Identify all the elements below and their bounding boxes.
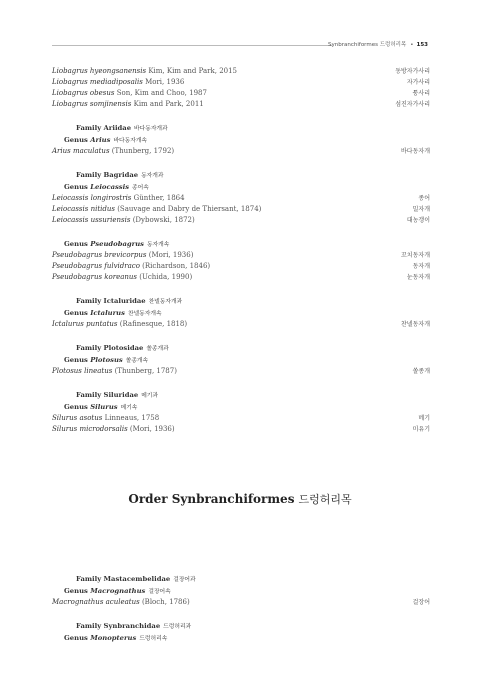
species-korean-name: 자가사리 — [406, 79, 430, 86]
family-heading — [52, 169, 430, 181]
species-korean-name: 걸장어 — [412, 599, 430, 606]
species-scientific-name: Arius maculatus — [52, 147, 110, 155]
species-scientific-name: Liobagrus somjinensis — [52, 100, 132, 108]
species-row — [52, 319, 430, 330]
species-authority: Mori, 1936 — [145, 78, 185, 86]
genus-heading — [52, 632, 430, 644]
section-gap — [52, 608, 430, 620]
species-authority: (Sauvage and Dabry de Thiersant, 1874) — [117, 205, 262, 213]
genus-korean-name: 드렁허리속 — [139, 636, 168, 642]
species-authority: (Thunberg, 1792) — [111, 147, 175, 155]
species-scientific-name: Ictalurus puntatus — [52, 320, 118, 328]
species-korean-name: 쏠종개 — [412, 368, 430, 375]
family-name: Family Mastacembelidae — [76, 575, 171, 583]
species-korean-name: 동자개 — [412, 263, 430, 270]
genus-heading — [52, 354, 430, 366]
genus-heading — [52, 401, 430, 413]
species-row — [52, 204, 430, 215]
family-korean-name: 드렁허리과 — [163, 624, 192, 630]
species-authority: (Dybowski, 1872) — [132, 216, 195, 224]
species-scientific-name: Pseudobagrus brevicorpus — [52, 251, 147, 259]
species-authority: (Richardson, 1846) — [142, 262, 211, 270]
genus-korean-name: 바다동자개속 — [113, 138, 148, 144]
family-korean-name: 바다동자개과 — [134, 126, 168, 132]
genus-korean-name: 종어속 — [132, 185, 149, 191]
species-row — [52, 261, 430, 272]
species-row — [52, 366, 430, 377]
species-authority: (Uchida, 1990) — [139, 273, 193, 281]
section-gap — [52, 330, 430, 342]
species-korean-name: 섬진자가사리 — [395, 101, 430, 108]
species-authority: Son, Kim and Choo, 1987 — [116, 89, 207, 97]
species-authority: (Bloch, 1786) — [141, 598, 190, 606]
species-authority: Kim and Park, 2011 — [133, 100, 204, 108]
species-scientific-name: Leiocassis ussuriensis — [52, 216, 131, 224]
family-heading — [52, 620, 430, 632]
species-authority: (Thunberg, 1787) — [114, 367, 177, 375]
species-scientific-name: Leiocassis nitidus — [52, 205, 115, 213]
genus-label: Genus — [64, 587, 88, 595]
species-scientific-name: Silurus asotus — [52, 414, 103, 422]
genus-label: Genus — [64, 240, 88, 248]
species-scientific-name: Macrognathus aculeatus — [52, 598, 140, 606]
genus-label: Genus — [64, 634, 88, 642]
genus-korean-name: 찬넬동자개속 — [127, 311, 162, 317]
section-gap — [52, 226, 430, 238]
species-scientific-name: Silurus microdorsalis — [52, 425, 128, 433]
species-scientific-name: Pseudobagrus fulvidraco — [52, 262, 140, 270]
species-row — [52, 413, 430, 424]
species-scientific-name: Liobagrus mediadiposalis — [52, 78, 143, 86]
species-row — [52, 215, 430, 226]
genus-name: Arius — [90, 136, 111, 144]
genus-name: Plotosus — [90, 356, 123, 364]
genus-heading — [52, 307, 430, 319]
family-korean-name: 찬넬동자개과 — [148, 299, 183, 305]
family-heading — [52, 295, 430, 307]
family-heading — [52, 342, 430, 354]
section-gap — [52, 377, 430, 389]
section-gap — [52, 110, 430, 122]
genus-label: Genus — [64, 309, 88, 317]
species-scientific-name: Pseudobagrus koreanus — [52, 273, 137, 281]
species-row — [52, 146, 430, 157]
species-korean-name: 미유기 — [412, 426, 430, 433]
species-scientific-name: Plotosus lineatus — [52, 367, 113, 375]
taxon-list-upper — [52, 66, 430, 435]
genus-name: Ictalurus — [90, 309, 125, 317]
species-scientific-name: Liobagrus obesus — [52, 89, 115, 97]
family-name: Family Ariidae — [76, 124, 132, 132]
species-row — [52, 88, 430, 99]
species-row — [52, 272, 430, 283]
running-title: Synbranchiformes 드렁허리목 — [328, 42, 407, 48]
family-name: Family Synbranchidae — [76, 622, 161, 630]
section-gap — [52, 157, 430, 169]
species-korean-name: 대농갱이 — [406, 217, 430, 224]
species-row — [52, 250, 430, 261]
species-korean-name: 눈동자개 — [406, 274, 430, 281]
header-separator: • — [410, 42, 414, 48]
header-rule — [52, 45, 332, 46]
genus-heading — [52, 181, 430, 193]
species-authority: Linneaus, 1758 — [104, 414, 160, 422]
order-korean-name: 드렁허리목 — [298, 493, 352, 506]
genus-korean-name: 동자개속 — [146, 242, 170, 248]
species-scientific-name: Leiocassis longirostris — [52, 194, 132, 202]
family-heading — [52, 389, 430, 401]
order-title: Order Synbranchiformes — [128, 492, 295, 506]
genus-name: Monopterus — [90, 634, 137, 642]
species-korean-name: 찬넬동자개 — [401, 321, 430, 328]
species-row — [52, 597, 430, 608]
species-korean-name: 동방자가사리 — [395, 68, 430, 75]
species-korean-name: 메기 — [418, 415, 430, 422]
species-korean-name: 밀자개 — [412, 206, 430, 213]
genus-korean-name: 메기속 — [120, 405, 138, 411]
order-heading — [0, 491, 480, 507]
species-scientific-name: Liobagrus hyeongsanensis — [52, 67, 147, 75]
genus-name: Macrognathus — [90, 587, 146, 595]
species-korean-name: 종어 — [418, 195, 430, 202]
genus-name: Silurus — [90, 403, 118, 411]
genus-heading — [52, 585, 430, 597]
page-number: 153 — [416, 42, 428, 48]
species-row — [52, 66, 430, 77]
family-korean-name: 걸장어과 — [173, 577, 196, 583]
taxon-list-lower — [52, 573, 430, 644]
family-name: Family Plotosidae — [76, 344, 144, 352]
species-row — [52, 193, 430, 204]
section-gap — [52, 283, 430, 295]
species-row — [52, 99, 430, 110]
family-korean-name: 메기과 — [141, 393, 158, 399]
family-name: Family Siluridae — [76, 391, 139, 399]
genus-korean-name: 쏠종개속 — [125, 358, 149, 364]
family-name: Family Bagridae — [76, 171, 139, 179]
genus-name: Pseudobagrus — [90, 240, 144, 248]
species-authority: Kim, Kim and Park, 2015 — [148, 67, 238, 75]
species-korean-name: 꼬치동자개 — [401, 252, 430, 259]
genus-label: Genus — [64, 183, 88, 191]
species-authority: (Mori, 1936) — [129, 425, 175, 433]
family-korean-name: 쏠종개과 — [146, 346, 169, 352]
genus-heading — [52, 134, 430, 146]
species-authority: (Mori, 1936) — [148, 251, 194, 259]
genus-korean-name: 걸장어속 — [148, 589, 171, 595]
running-header — [328, 40, 428, 48]
species-authority: (Rafinesque, 1818) — [119, 320, 188, 328]
family-name: Family Ictaluridae — [76, 297, 146, 305]
genus-heading — [52, 238, 430, 250]
genus-label: Genus — [64, 136, 88, 144]
species-korean-name: 바다동자개 — [401, 148, 430, 155]
genus-label: Genus — [64, 356, 88, 364]
genus-name: Leiocassis — [90, 183, 130, 191]
genus-label: Genus — [64, 403, 88, 411]
species-row — [52, 77, 430, 88]
species-row — [52, 424, 430, 435]
family-heading — [52, 122, 430, 134]
species-authority: Günther, 1864 — [133, 194, 185, 202]
family-heading — [52, 573, 430, 585]
species-korean-name: 퉁사리 — [412, 90, 430, 97]
family-korean-name: 동자개과 — [141, 173, 164, 179]
